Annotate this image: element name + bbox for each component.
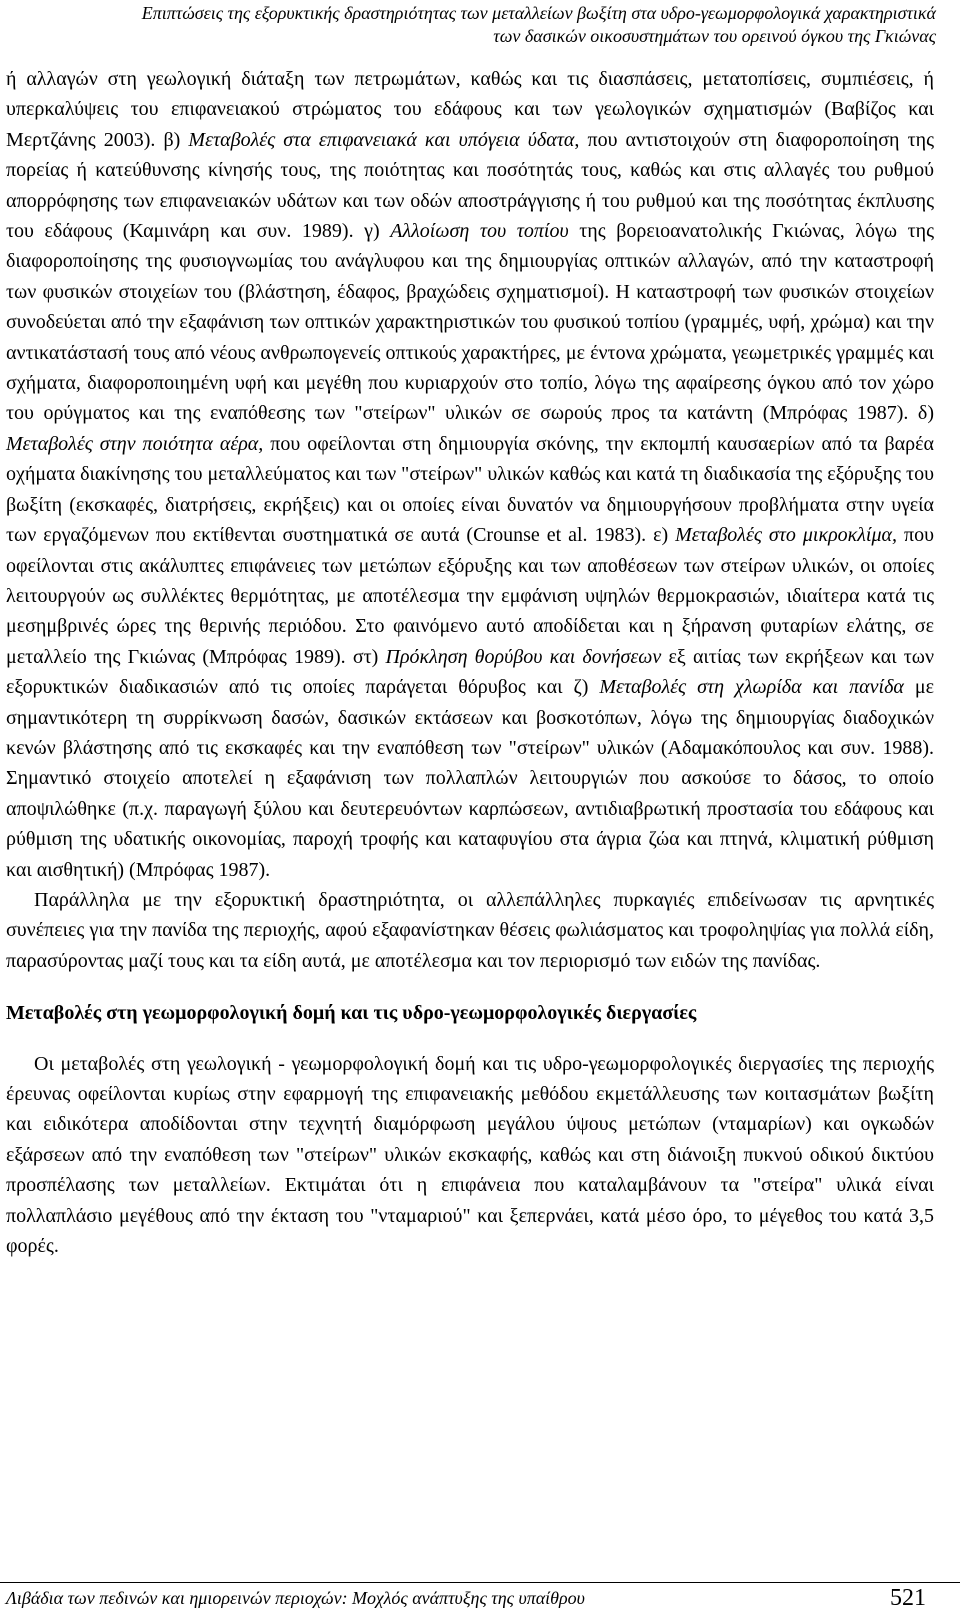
text-run: που οφείλονται στη δημιουργία σκόνης, την εκπομπή καυσαερίων από τα βαρέα οχήματα διακίνησης του μεταλλεύματος και των "στείρων" υλικών καθώς και κατά τη διαδικασία της εξόρυξης του βωξίτη (εκσκαφές, διατρήσεις, εκρήξεις) και οι οποίες είναι δυνατόν να δημιουργήσουν προβλήματα στην υγεία των εργαζόμενων που εκτίθενται συστηματικά σε αυτά (Crounse et al. 1983). ε) [6,432,934,547]
paragraph-geomorphology: Οι μεταβολές στη γεωλογική - γεωμορφολογική δομή και τις υδρο-γεωμορφολογικές διεργασίες της περιοχής έρευνας οφείλονται κυρίως στην εφαρμογή της επιφανειακής μεθόδου εκμετάλλευσης των κοιτασμάτων βωξίτη και ειδικότερα αποδίδονται στην τεχνητή διαμόρφωση μεγάλου ύψους μετώπων (νταμαρίων) και ογκωδών εξάρσεων από την εναπόθεση των "στείρων" υλικών εκσκαφής, καθώς και στη διάνοιξη πυκνού οδικού δικτύου προσπέλασης των μεταλλείων. Εκτιμάται ότι η επιφάνεια που καταλαμβάνουν τα "στείρα" υλικά είναι πολλαπλάσιο μεγέθους από την έκταση του "νταμαριού" και ξεπερνάει, κατά μέσο όρο, το μέγεθος του κατά 3,5 φορές. [6,1052,934,1258]
text-run: με σημαντικότερη τη συρρίκνωση δασών, δασικών εκτάσεων και βοσκοτόπων, λόγω της δημιουργίας διαδοχικών κενών βλάστησης από τις εκσκαφές και την εναπόθεση των "στείρων" υλικών (Αδαμακόπουλος και συν. 1988). Σημαντικό στοιχείο αποτελεί η εξαφάνιση των πολλαπλών λειτουργιών που ασκούσε το δάσος, το οποίο αποψιλώθηκε (π.χ. παραγωγή ξύλου και δευτερευόντων καρπώσεων, αντιδιαβρωτική προστασία του εδάφους και ρύθμιση της υδατικής οικονομίας, παροχή τροφής και καταφυγίου στα άγρια ζώα και πτηνά, κλιματική ρύθμιση και αισθητική) (Μπρόφας 1987). [6,676,934,881]
emphasis-landscape-alteration: Αλλοίωση του τοπίου [390,220,569,243]
emphasis-air-quality: Μεταβολές στην ποιότητα αέρα, [6,432,264,455]
running-header-line-1: Επιπτώσεις της εξορυκτικής δραστηριότητας των μεταλλείων βωξίτη στα υδρο-γεωμορφολογικά χαρακτηριστικά [141,3,936,23]
paragraph-fires: Παράλληλα με την εξορυκτική δραστηριότητα, οι αλλεπάλληλες πυρκαγιές επιδείνωσαν τις αρνητικές συνέπειες για την πανίδα της περιοχής, αφού εξαφανίστηκαν θέσεις φωλιάσματος και τροφοληψίας για πολλά είδη, παρασύροντας μαζί τους και τα είδη αυτά, με αποτέλεσμα και τον περιορισμό των ειδών της πανίδας. [6,888,934,972]
emphasis-water-changes: Μεταβολές στα επιφανειακά και υπόγεια ύδατα [188,128,575,151]
running-header-line-2: των δασικών οικοσυστημάτων του ορεινού όγκου της Γκιώνας [493,26,936,46]
text-run: , που αντιστοιχούν στη διαφοροποίηση της πορείας ή κατεύθυνσης κίνησής τους, της ποιότητας και ποσότητάς τους, καθώς και στις αλλαγές του ρυθμού απορρόφησης των επιφανειακών υδάτων και των οδών αποστράγγισης ή του ρυθμού και της ποσότητας έκπλυσης του εδάφους (Καμινάρη και συν. 1989). γ) [6,128,934,243]
emphasis-microclimate: Μεταβολές στο μικροκλίμα, [675,524,898,547]
paragraph-impacts-list [6,64,934,885]
footer-rule [0,1582,960,1583]
emphasis-flora-fauna: Μεταβολές στη χλωρίδα και πανίδα [599,676,904,699]
running-header [24,2,936,48]
body-text [6,64,934,1261]
page-number: 521 [890,1585,926,1611]
running-footer: Λιβάδια των πεδινών και ημιορεινών περιοχών: Μοχλός ανάπτυξης της υπαίθρου [6,1588,585,1608]
emphasis-noise-vibration: Πρόκληση θορύβου και δονήσεων [385,645,662,668]
text-run: που οφείλονται στις ακάλυπτες επιφάνειες των μετώπων εξόρυξης και των αποθέσεων των στείρων υλικών, οι οποίες λειτουργούν ως συλλέκτες θερμότητας, με αποτέλεσμα την εμφάνιση υψηλών θερμοκρασιών, ιδιαίτερα κατά τις μεσημβρινές ώρες της θερινής περιόδου. Στο φαινόμενο αυτό αποδίδεται και η ξήρανση φυταρίων ελάτης, σε μεταλλείο της Γκιώνας (Μπρόφας 1989). στ) [6,524,934,668]
section-heading: Μεταβολές στη γεωμορφολογική δομή και τις υδρο-γεωμορφολογικές διεργασίες [6,1002,697,1025]
text-run: ή αλλαγών στη γεωλογική διάταξη των πετρωμάτων, καθώς και τις διασπάσεις, μετατοπίσεις, συμπιέσεις, ή υπερκαλύψεις του επιφανειακού στρώματος του εδάφους και των γεωλογικών σχηματισμών (Βαβίζος και Μερτζάνης 2003). β) [6,68,934,151]
text-run: εξ αιτίας των εκρήξεων και των εξορυκτικών διαδικασιών από τις οποίες παράγεται θόρυβος και ζ) [6,645,934,699]
text-run: της βορειοανατολικής Γκιώνας, λόγω της διαφοροποίησης της φυσιογνωμίας του ανάγλυφου και της δημιουργίας οπτικών αλλαγών, από την καταστροφή των φυσικών στοιχείων του (βλάστηση, έδαφος, βραχώδεις σχηματισμοί). Η καταστροφή των φυσικών στοιχείων συνοδεύεται από την εξαφάνιση των οπτικών χαρακτηριστικών του φυσικού τοπίου (γραμμές, υφή, χρώμα) και την αντικατάστασή τους από νέους ανθρωπογενείς οπτικούς χαρακτήρες, με έντονα χρώματα, γεωμετρικές γραμμές και σχήματα, διαφοροποιημένη υφή και μεγέθη που κυριαρχούν στο τοπίο, λόγω της αφαίρεσης όγκου από τον χώρο του ορύγματος και της εναπόθεσης των "στείρων" υλικών σε σωρούς προς τα κατάντη (Μπρόφας 1987). δ) [6,220,934,425]
